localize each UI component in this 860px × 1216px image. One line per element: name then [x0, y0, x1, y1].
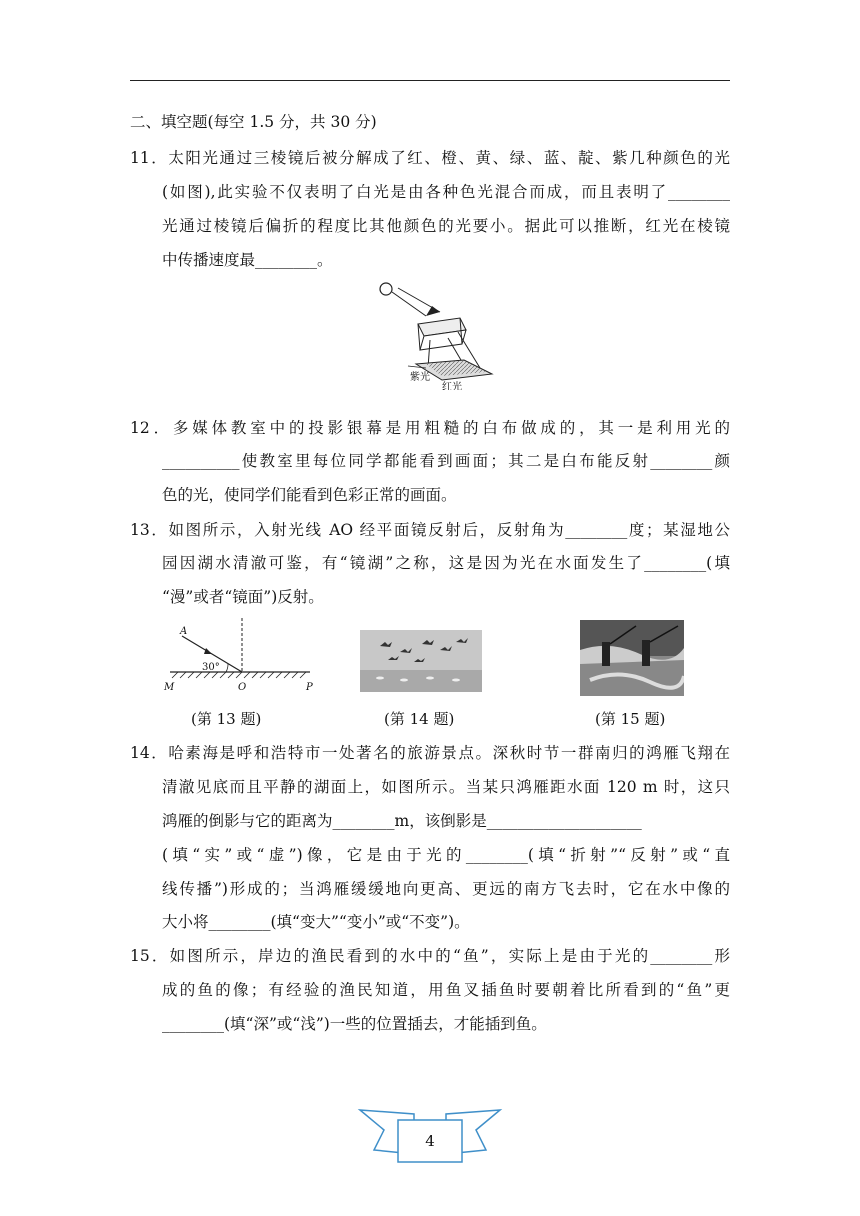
- q14-line-6: 大小将________(填“变大”“变小”或“不变”)。: [162, 913, 470, 931]
- fisherman-photo: [580, 620, 684, 696]
- q13-line-2: 园因湖水清澈可鉴，有“镜湖”之称，这是因为光在水面发生了________(填: [162, 554, 730, 572]
- label-purple-light: 紫光: [410, 372, 430, 383]
- label-red-light: 红光: [442, 382, 462, 390]
- caption-q15: (第 15 题): [595, 710, 666, 728]
- prism-dispersion-figure: [368, 280, 508, 390]
- q14-line-1: 14．哈素海是呼和浩特市一处著名的旅游景点。深秋时节一群南归的鸿雁飞翔在: [130, 744, 730, 762]
- q11-line-3: 光通过棱镜后偏折的程度比其他颜色的光要小。据此可以推断，红光在棱镜: [162, 217, 730, 235]
- caption-q13: (第 13 题): [191, 710, 262, 728]
- q12-line-1: 12．多媒体教室中的投影银幕是用粗糙的白布做成的，其一是利用光的: [130, 419, 730, 437]
- q14-line-2: 清澈见底而且平静的湖面上，如图所示。当某只鸿雁距水面 120 m 时，这只: [162, 778, 730, 796]
- q14-line-5: 线传播”)形成的；当鸿雁缓缓地向更高、更远的南方飞去时，它在水中像的: [162, 880, 730, 898]
- label-A: A: [180, 626, 188, 637]
- caption-q14: (第 14 题): [384, 710, 455, 728]
- q14-line-4: (填“实”或“虚”)像，它是由于光的________(填“折射”“反射”或“直: [162, 846, 730, 864]
- label-M: M: [164, 682, 175, 693]
- q11-line-2: (如图),此实验不仅表明了白光是由各种色光混合而成，而且表明了________: [162, 183, 730, 201]
- mirror-reflection-figure: [160, 614, 320, 696]
- geese-lake-photo: [360, 630, 482, 692]
- label-angle: 30°: [202, 662, 220, 673]
- page-number: 4: [425, 1132, 435, 1150]
- q13-line-1: 13．如图所示，入射光线 AO 经平面镜反射后，反射角为________度；某湿地公: [130, 521, 730, 539]
- q11-line-1: 11．太阳光通过三棱镜后被分解成了红、橙、黄、绿、蓝、靛、紫几种颜色的光: [130, 149, 730, 167]
- q12-line-2: __________使教室里每位同学都能看到画面；其二是白布能反射________颜: [162, 452, 730, 470]
- q11-line-4: 中传播速度最________。: [162, 251, 333, 269]
- header-rule: [130, 80, 730, 81]
- label-P: P: [306, 682, 313, 693]
- q15-line-2: 成的鱼的像；有经验的渔民知道，用鱼叉插鱼时要朝着比所看到的“鱼”更: [162, 981, 730, 999]
- label-O: O: [238, 682, 247, 693]
- q14-line-3: 鸿雁的倒影与它的距离为________m，该倒影是____________________: [162, 812, 642, 830]
- q15-line-1: 15．如图所示，岸边的渔民看到的水中的“鱼”，实际上是由于光的________形: [130, 947, 730, 965]
- q15-line-3: ________(填“深”或“浅”)一些的位置插去，才能插到鱼。: [162, 1015, 547, 1033]
- q12-line-3: 色的光，使同学们能看到色彩正常的画面。: [162, 486, 457, 504]
- section-title: 二、填空题(每空 1.5 分，共 30 分): [130, 113, 377, 131]
- q13-line-3: “漫”或者“镜面”)反射。: [162, 588, 324, 606]
